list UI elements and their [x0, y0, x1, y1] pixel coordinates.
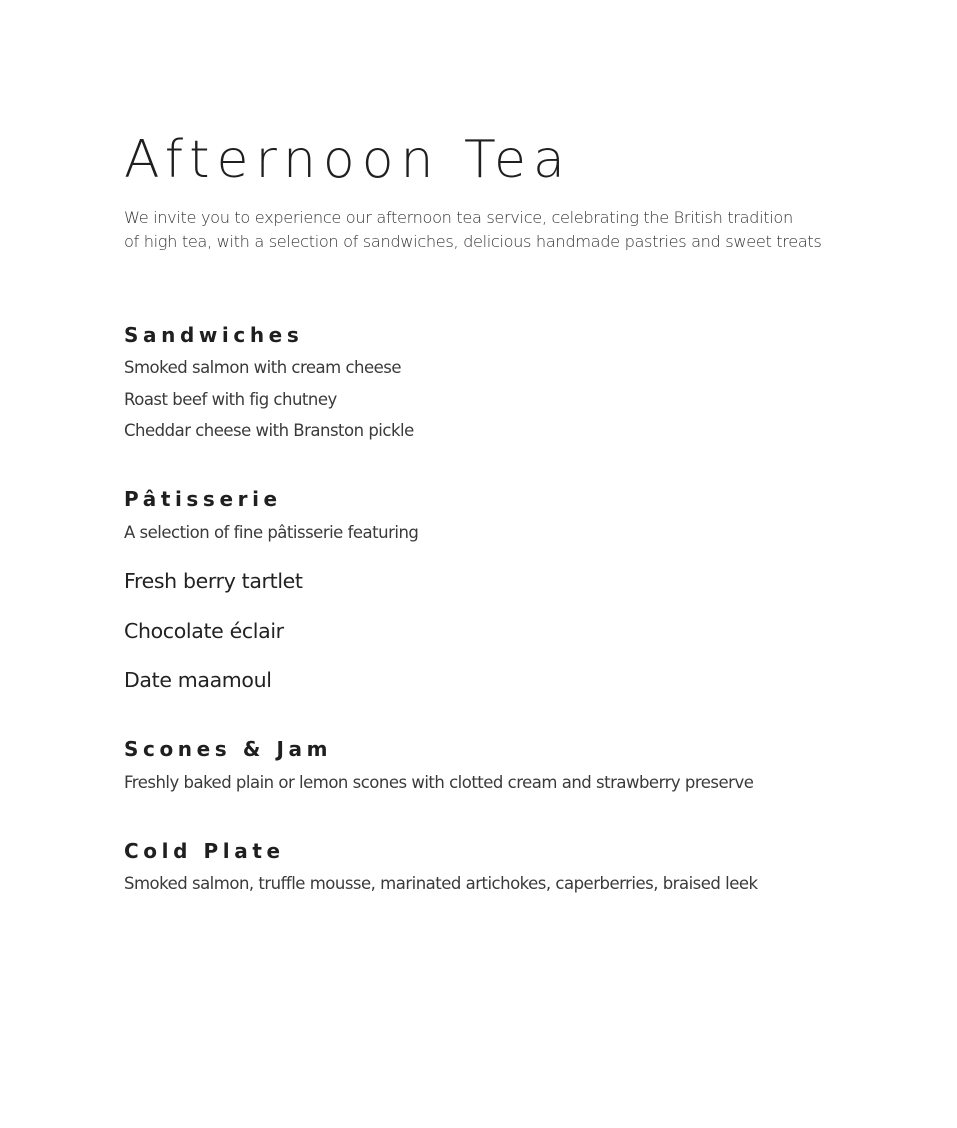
- section-description: Freshly baked plain or lemon scones with clotted cream and strawberry preserve: [124, 773, 754, 792]
- section-heading-sandwiches: Sandwiches: [124, 323, 304, 347]
- intro-line-2: of high tea, with a selection of sandwiches, delicious handmade pastries and sweet treats: [124, 232, 822, 251]
- section-description: Smoked salmon, truffle mousse, marinated artichokes, caperberries, braised leek: [124, 874, 758, 893]
- section-heading-patisserie: Pâtisserie: [124, 487, 282, 511]
- menu-item: Roast beef with fig chutney: [124, 390, 337, 409]
- menu-item: Cheddar cheese with Branston pickle: [124, 421, 414, 440]
- section-heading-cold-plate: Cold Plate: [124, 839, 285, 863]
- section-heading-scones: Scones & Jam: [124, 737, 333, 761]
- intro-text: [124, 206, 859, 254]
- intro-line-1: We invite you to experience our afternoon tea service, celebrating the British tradition: [124, 208, 793, 227]
- menu-item: Fresh berry tartlet: [124, 569, 303, 593]
- menu-item: Smoked salmon with cream cheese: [124, 358, 402, 377]
- section-description: A selection of fine pâtisserie featuring: [124, 523, 419, 542]
- menu-item: Chocolate éclair: [124, 619, 284, 643]
- menu-item: Date maamoul: [124, 668, 272, 692]
- page-title: Afternoon Tea: [124, 130, 572, 190]
